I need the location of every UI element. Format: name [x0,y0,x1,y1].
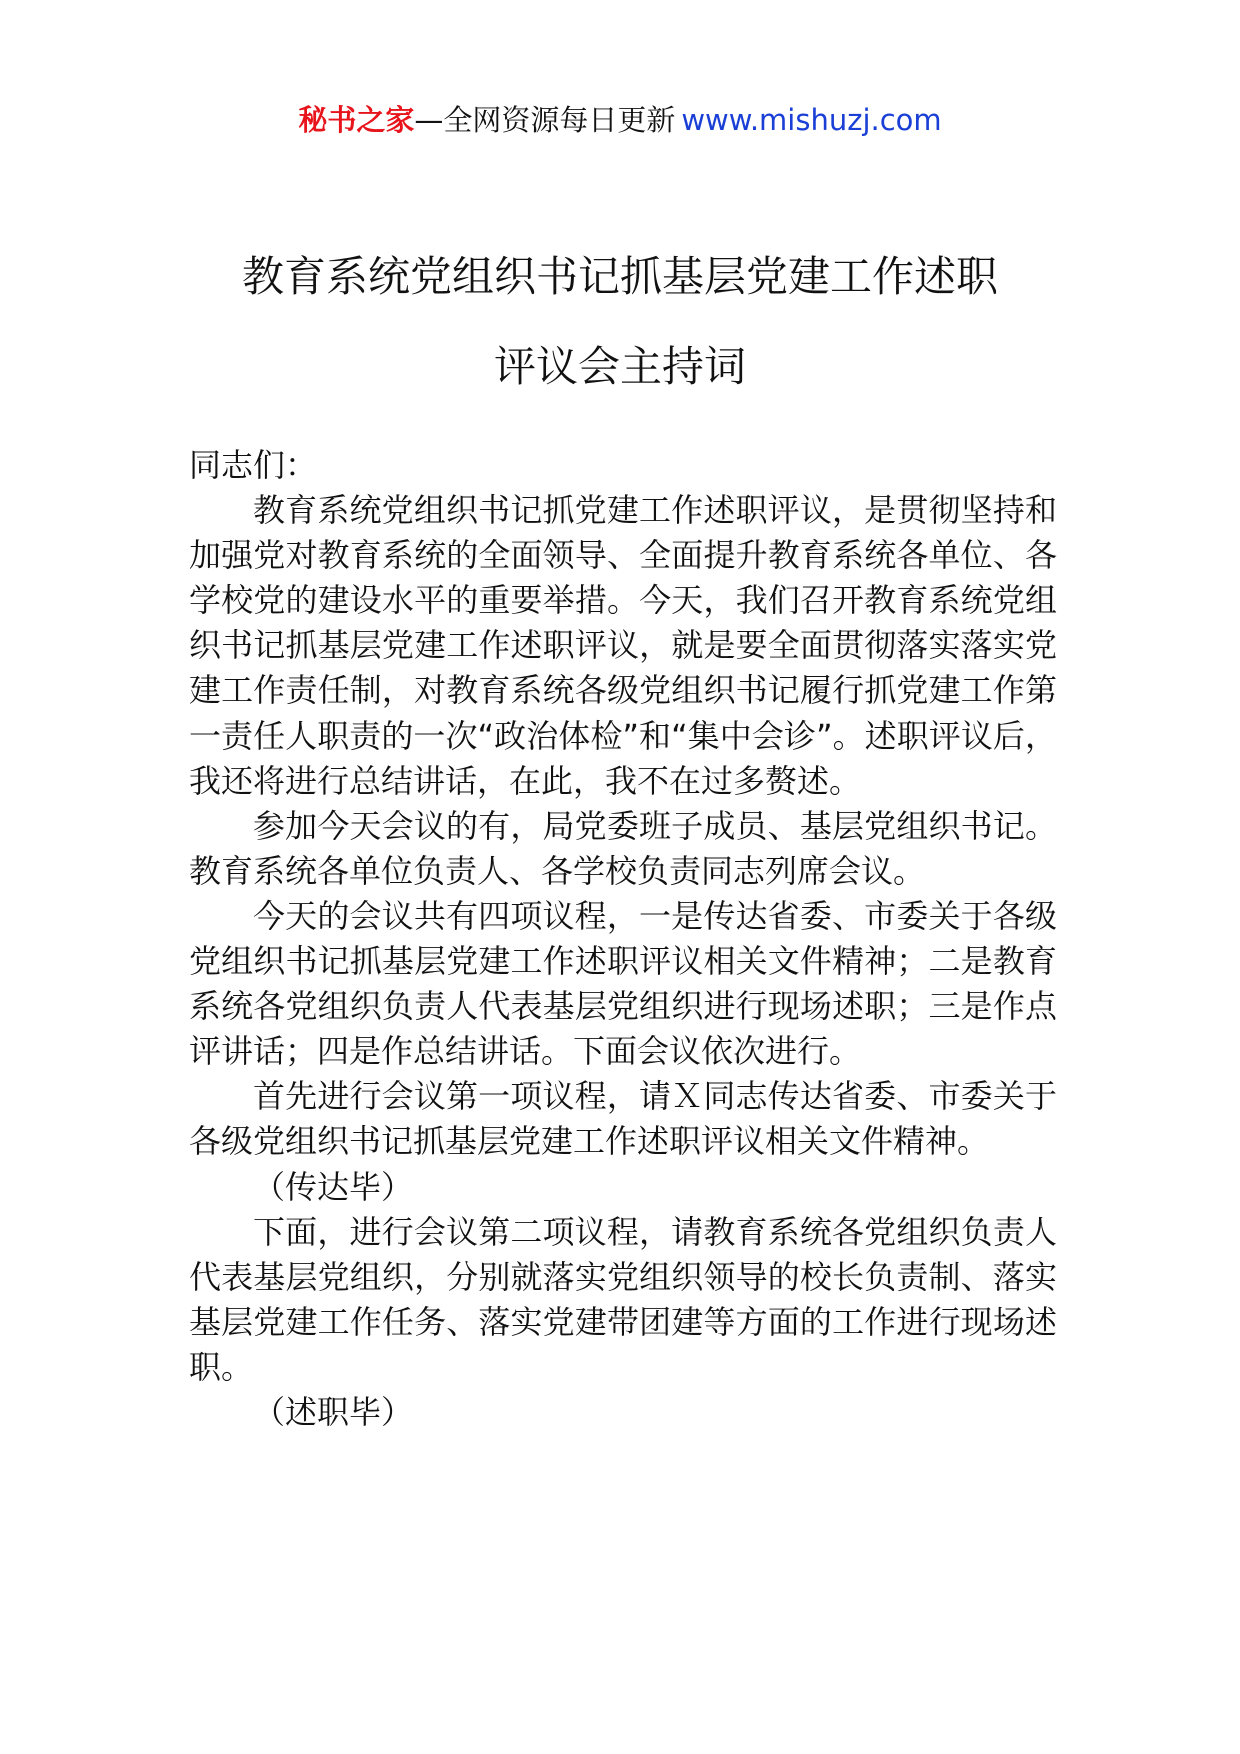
paragraph-item-two: 下面，进行会议第二项议程，请教育系统各党组织负责人代表基层党组织，分别就落实党组织领导的校长负责制、落实基层党建工作任务、落实党建带团建等方面的工作进行现场述职。 [189,1212,1057,1386]
paragraph-note-relay-done: （传达毕） [253,1167,414,1206]
website-link[interactable]: www.mishuzj.com [681,103,942,137]
paragraph-attendees: 参加今天会议的有，局党委班子成员、基层党组织书记。教育系统各单位负责人、各学校负责同志列席会议。 [189,806,1057,890]
salutation: 同志们： [189,446,318,484]
title-line-2: 评议会主持词 [493,342,746,391]
brand-name: 秘书之家 [298,103,415,137]
document-title [0,232,1240,412]
title-line-1: 教育系统党组织书记抓基层党建工作述职 [241,252,998,301]
page-header [0,100,1240,140]
paragraph-intro: 教育系统党组织书记抓党建工作述职评议，是贯彻坚持和加强党对教育系统的全面领导、全面提升教育系统各单位、各学校党的建设水平的重要举措。今天，我们召开教育系统党组织书记抓基层党建工作述职评议，就是要全面贯彻落实落实党建工作责任制，对教育系统各级党组织书记履行抓党建工作第一责任人职责的一次“政治体检”和“集中会诊”。述职评议后，我还将进行总结讲话，在此，我不在过多赘述。 [189,491,1057,800]
document-body [189,443,1057,1435]
paragraph-item-one: 首先进行会议第一项议程，请Ｘ同志传达省委、市委关于各级党组织书记抓基层党建工作述职评议相关文件精神。 [189,1077,1057,1161]
paragraph-agenda: 今天的会议共有四项议程，一是传达省委、市委关于各级党组织书记抓基层党建工作述职评议相关文件精神；二是教育系统各党组织负责人代表基层党组织进行现场述职；三是作点评讲话；四是作总结讲话。下面会议依次进行。 [189,896,1057,1071]
paragraph-note-report-done: （述职毕） [253,1392,414,1431]
header-slogan: —全网资源每日更新 [414,103,676,137]
